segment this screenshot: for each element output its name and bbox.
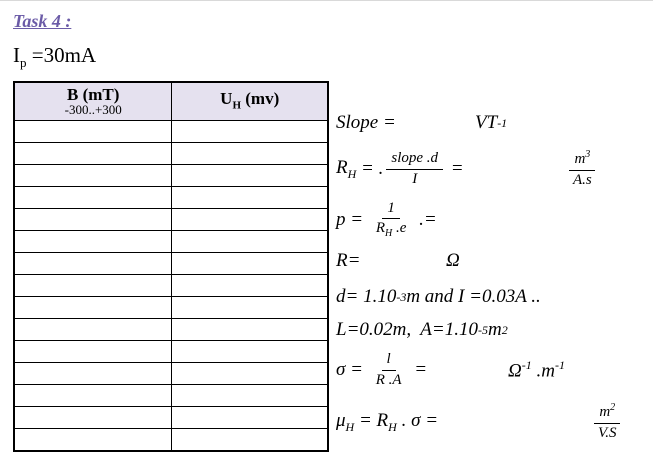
cell-uh-value[interactable] (172, 164, 328, 186)
rh-unit-den: A.s (573, 171, 592, 188)
formula-slope-unit (475, 111, 507, 135)
mu-sym-sub: H (345, 419, 355, 434)
rh-unit (565, 146, 600, 192)
cell-b-value[interactable] (14, 274, 172, 296)
formula-slope (336, 111, 646, 135)
sigma-unit-text (508, 358, 565, 382)
cell-uh-value[interactable] (172, 142, 328, 164)
rh-frac-num: slope .d (386, 150, 443, 169)
mu-symbol (336, 410, 354, 435)
sigma-unit (508, 347, 565, 393)
cell-b-value[interactable] (14, 186, 172, 208)
l-text-a: L=0.02m, A=1.10 (336, 319, 478, 340)
table-body (14, 120, 328, 451)
p-den-sub: H (385, 228, 393, 240)
uh-base: U (220, 89, 233, 109)
mu-unit-fraction (593, 402, 621, 442)
table-row (14, 429, 328, 451)
cell-uh-value[interactable] (172, 274, 328, 296)
column-header-uh (172, 82, 328, 120)
table-header (14, 82, 328, 120)
slope-unit-exp: -1 (497, 115, 508, 130)
column-header-b (14, 82, 172, 120)
sigma-frac-num: l (382, 351, 396, 370)
formula-slope-lhs: Slope = (336, 112, 396, 133)
rh-sym-base: R (336, 156, 348, 178)
formula-rh (336, 146, 646, 192)
mu-unit-num-base: m (599, 404, 611, 421)
formula-d (336, 285, 646, 309)
formula-l (336, 318, 646, 342)
cell-b-value[interactable] (14, 230, 172, 252)
mu-rhs (354, 410, 438, 435)
sigma-frac-den: R .A (375, 371, 402, 388)
table-row (14, 186, 328, 208)
cell-uh-value[interactable] (172, 429, 328, 451)
cell-uh-value[interactable] (172, 208, 328, 230)
sigma-unit-a: Ω (508, 360, 522, 382)
table-row (14, 120, 328, 142)
table-row (14, 230, 328, 252)
l-exponent-2: 2 (501, 322, 508, 337)
cell-uh-value[interactable] (172, 319, 328, 341)
given-current (13, 43, 96, 71)
rh-equals-2: = (446, 158, 464, 179)
sigma-equals: = (345, 359, 368, 380)
r-lhs: R= (336, 250, 361, 271)
task-title: Task 4 : (13, 11, 72, 31)
p-equals: = (345, 209, 368, 230)
rh-unit-num (569, 149, 595, 170)
rh-fraction (386, 150, 443, 188)
cell-b-value[interactable] (14, 120, 172, 142)
p-tail: .= (414, 209, 437, 230)
cell-uh-value[interactable] (172, 186, 328, 208)
cell-uh-value[interactable] (172, 407, 328, 429)
mu-unit-num (594, 402, 620, 423)
cell-b-value[interactable] (14, 142, 172, 164)
cell-b-value[interactable] (14, 385, 172, 407)
p-frac-den (371, 219, 412, 240)
table-row (14, 407, 328, 429)
given-subscript: p (20, 55, 27, 71)
formula-r (336, 249, 646, 273)
sigma-fraction (371, 351, 407, 389)
cell-b-value[interactable] (14, 363, 172, 385)
rh-unit-fraction (568, 149, 597, 189)
table-row (14, 208, 328, 230)
formula-mu (336, 399, 646, 445)
rh-symbol (336, 157, 356, 182)
l-text-b: m (487, 319, 502, 340)
d-exponent: -3 (396, 289, 407, 304)
column-header-b-title: B (mT) (67, 84, 120, 104)
uh-subscript: H (232, 99, 242, 112)
sigma-equals-2: = (409, 359, 428, 380)
cell-uh-value[interactable] (172, 363, 328, 385)
sigma-unit-b: .m (531, 360, 555, 382)
cell-b-value[interactable] (14, 297, 172, 319)
rh-unit-num-exp: 3 (585, 149, 591, 161)
cell-b-value[interactable] (14, 319, 172, 341)
d-text-a: d= 1.10 (336, 286, 397, 307)
cell-uh-value[interactable] (172, 385, 328, 407)
column-header-uh-title (172, 90, 327, 112)
p-frac-num: 1 (382, 200, 400, 219)
table-row (14, 297, 328, 319)
table-row (14, 252, 328, 274)
cell-b-value[interactable] (14, 341, 172, 363)
slope-unit-base: VT (475, 112, 498, 133)
cell-uh-value[interactable] (172, 120, 328, 142)
cell-uh-value[interactable] (172, 341, 328, 363)
measurement-table (13, 81, 329, 452)
mu-equals: = R (354, 409, 389, 431)
mu-rh-sub: H (388, 419, 397, 434)
mu-unit (590, 399, 624, 445)
sigma-unit-exp-a: -1 (521, 357, 532, 372)
cell-uh-value[interactable] (172, 252, 328, 274)
table-row (14, 319, 328, 341)
p-den-rest: .e (392, 220, 407, 237)
table-row (14, 363, 328, 385)
l-exponent: -5 (477, 322, 488, 337)
given-symbol: I (13, 43, 20, 67)
rh-unit-num-base: m (574, 151, 586, 168)
rh-frac-den: I (412, 170, 418, 187)
cell-b-value[interactable] (14, 429, 172, 451)
p-den-sym: R (375, 220, 385, 237)
formula-sigma (336, 347, 646, 393)
p-fraction (371, 200, 412, 240)
d-text-b: m and I =0.03A .. (406, 286, 541, 307)
uh-unit: (mv) (241, 89, 280, 109)
cell-uh-value[interactable] (172, 230, 328, 252)
column-header-b-range: -300..+300 (64, 102, 122, 118)
cell-b-value[interactable] (14, 252, 172, 274)
given-value: =30mA (26, 43, 97, 67)
mu-equals-2: . σ = (396, 409, 439, 431)
table-row (14, 164, 328, 186)
table-row (14, 142, 328, 164)
mu-sym-base: μ (336, 409, 346, 431)
cell-b-value[interactable] (14, 164, 172, 186)
table-row (14, 341, 328, 363)
rh-equals: = . (356, 158, 384, 179)
rh-sym-sub: H (347, 166, 357, 181)
cell-uh-value[interactable] (172, 297, 328, 319)
r-unit: Ω (446, 250, 460, 271)
mu-unit-den: V.S (598, 424, 617, 441)
formula-p (336, 197, 646, 243)
sigma-unit-exp-b: -1 (554, 357, 565, 372)
sigma-symbol: σ (336, 359, 346, 380)
p-symbol: p (336, 209, 346, 230)
table-row (14, 385, 328, 407)
mu-unit-num-exp: 2 (610, 402, 616, 414)
cell-b-value[interactable] (14, 208, 172, 230)
cell-b-value[interactable] (14, 407, 172, 429)
table-row (14, 274, 328, 296)
